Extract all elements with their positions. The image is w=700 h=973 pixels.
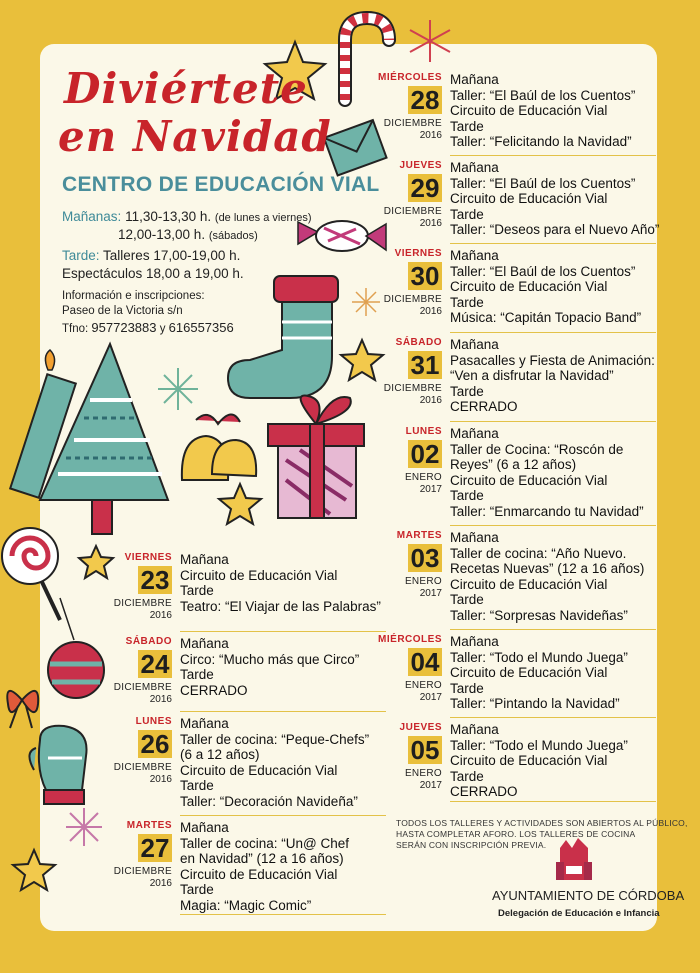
period-label: Mañana [180,820,229,835]
event-line: Taller: “Felicitando la Navidad” [450,134,632,149]
footnote-line: TODOS LOS TALLERES Y ACTIVIDADES SON ABIERTOS AL PÚBLICO, [396,818,688,828]
event-line: Circuito de Educación Vial [450,753,608,768]
day-weekday: VIERNES [394,248,442,259]
star-icon [13,850,55,890]
christmas-tree-icon [40,344,168,534]
phone-label: Tfno: [62,323,89,335]
title-line-1: Diviértete [64,64,308,113]
event-line: Taller: “Decoración Navideña” [180,793,358,809]
snowflake-icon [66,808,102,846]
period-label: Tarde [450,206,484,222]
period-label: Mañana [450,160,499,175]
org-department: Delegación de Educación e Infancia [498,908,660,919]
event-line: CERRADO [180,682,248,698]
day-month: DICIEMBRE [113,762,172,773]
phone-2[interactable]: 616557356 [168,320,234,335]
period-label: Tarde [450,680,484,696]
row-divider [450,629,656,630]
day-month: ENERO [404,680,442,691]
morning-label: Mañanas: [62,209,122,224]
period-label: Mañana [450,426,499,441]
day-month: ENERO [404,472,442,483]
event-line: en Navidad” (12 a 16 años) [180,851,344,866]
candy-cane-icon [345,18,389,100]
day-number: 23 [138,566,172,594]
day-year: 2016 [149,610,172,621]
period-label: Mañana [450,72,499,87]
stocking-icon [228,276,338,398]
period-label: Tarde [450,488,484,503]
afternoon-hours [62,248,240,263]
row-divider [180,815,386,816]
event-line: “Ven a disfrutar la Navidad” [450,368,614,383]
row-divider [450,155,656,156]
day-year: 2017 [419,588,442,599]
day-weekday: LUNES [405,426,442,437]
period-label: Tarde [450,118,484,134]
period-label: Mañana [450,337,499,352]
day-year: 2016 [149,694,172,705]
period-label: Tarde [450,592,484,607]
day-month: DICIEMBRE [383,294,442,305]
row-divider [450,525,656,526]
row-divider [450,332,656,333]
event-line: Taller: “Enmarcando tu Navidad” [450,503,644,519]
day-number: 04 [408,648,442,676]
contact-heading: Información e inscripciones: [62,290,205,302]
period-label: Tarde [180,778,214,793]
snowflake-icon [410,20,450,62]
period-label: Tarde [180,882,214,897]
period-label: Tarde [180,583,214,598]
day-month: ENERO [404,576,442,587]
event-line: Circuito de Educación Vial [450,576,608,592]
day-weekday: JUEVES [399,160,442,171]
venue-subtitle: CENTRO DE EDUCACIÓN VIAL [62,173,380,196]
event-line: Taller: “Sorpresas Navideñas” [450,607,628,623]
event-line: Circuito de Educación Vial [180,762,338,778]
event-line: Taller: “El Baúl de los Cuentos” [450,263,636,279]
afternoon-workshops: Talleres 17,00-19,00 h. [103,248,241,263]
event-line: CERRADO [450,784,518,799]
row-divider [450,717,656,718]
event-line: Circuito de Educación Vial [450,103,608,118]
morning-hours-2: 12,00-13,00 h. [118,227,206,242]
lollipop-icon [2,528,60,620]
event-line: Circuito de Educación Vial [180,567,338,583]
day-year: 2016 [419,218,442,229]
day-month: DICIEMBRE [383,383,442,394]
day-weekday: JUEVES [399,722,442,733]
row-divider [450,243,656,244]
mitten-icon [29,726,86,804]
day-month: DICIEMBRE [113,598,172,609]
row-divider [180,631,386,632]
afternoon-shows: Espectáculos 18,00 a 19,00 h. [62,266,244,281]
snowflake-icon [158,368,198,410]
day-month: DICIEMBRE [383,206,442,217]
event-line: Circuito de Educación Vial [450,665,608,680]
age-note: (6 a 12 años) [180,747,260,762]
day-month: DICIEMBRE [113,866,172,877]
row-divider [180,914,386,915]
morning-note-1: (de lunes a viernes) [214,212,312,224]
event-line: Taller: “Todo el Mundo Juega” [450,737,628,753]
footnote-line: HASTA COMPLETAR AFORO. LOS TALLERES DE COCINA [396,829,636,839]
event-line: Taller de cocina: “Peque-Chefs” [180,731,370,747]
day-year: 2016 [149,878,172,889]
day-weekday: SÁBADO [395,337,442,348]
period-label: Tarde [450,383,484,399]
gift-icon [268,396,364,518]
day-year: 2017 [419,692,442,703]
contact-address: Paseo de la Victoria s/n [62,305,183,317]
day-number: 27 [138,834,172,862]
day-number: 02 [408,440,442,468]
period-label: Tarde [450,768,484,784]
event-line: Magia: “Magic Comic” [180,897,312,913]
contact-phone [62,320,234,335]
event-line: Pasacalles y Fiesta de Animación: [450,352,655,368]
day-weekday: MIÉRCOLES [378,72,442,83]
day-year: 2016 [419,395,442,406]
day-year: 2017 [419,780,442,791]
event-line: Música: “Capitán Topacio Band” [450,310,642,325]
morning-note-2: (sábados) [208,230,258,242]
afternoon-label: Tarde: [62,248,100,263]
day-year: 2016 [419,306,442,317]
saturday-hours [118,227,258,242]
event-line: Circo: “Mucho más que Circo” [180,651,360,667]
day-month: ENERO [404,768,442,779]
event-line: Teatro: “El Viajar de las Palabras” [180,598,381,614]
day-weekday: SÁBADO [125,636,172,647]
event-line: Taller: “Deseos para el Nuevo Año” [450,222,660,237]
bells-icon [182,414,256,480]
day-number: 03 [408,544,442,572]
row-divider [180,711,386,712]
period-label: Tarde [450,294,484,310]
period-label: Tarde [180,667,214,682]
day-weekday: MARTES [396,530,442,541]
period-label: Mañana [180,552,229,567]
period-label: Mañana [450,248,499,263]
event-line: Circuito de Educación Vial [180,866,338,882]
day-month: DICIEMBRE [113,682,172,693]
phone-1[interactable]: 957723883 [91,320,157,335]
footnote [396,818,688,851]
day-number: 31 [408,351,442,379]
period-label: Mañana [450,634,499,649]
day-year: 2016 [149,774,172,785]
period-label: Mañana [180,716,229,731]
day-year: 2016 [419,130,442,141]
day-weekday: VIERNES [124,552,172,563]
day-month: DICIEMBRE [383,118,442,129]
row-divider [450,421,656,422]
morning-hours [62,209,312,224]
day-number: 28 [408,86,442,114]
event-line: Circuito de Educación Vial [450,279,608,294]
day-number: 29 [408,174,442,202]
day-number: 05 [408,736,442,764]
title-line-2: en Navidad [58,112,332,161]
footnote-line: SERÁN CON INSCRIPCIÓN PREVIA. [396,840,547,850]
day-weekday: LUNES [135,716,172,727]
event-line: Taller: “Pintando la Navidad” [450,696,620,711]
event-line: Taller: “Todo el Mundo Juega” [450,649,628,665]
bow-icon [7,691,38,728]
day-number: 24 [138,650,172,678]
event-line: Recetas Nuevas” (12 a 16 años) [450,561,645,576]
event-line: Taller de cocina: “Año Nuevo. [450,545,627,561]
day-weekday: MIÉRCOLES [378,634,442,645]
org-name: AYUNTAMIENTO DE CÓRDOBA [492,888,685,903]
day-year: 2017 [419,484,442,495]
event-line: Taller: “El Baúl de los Cuentos” [450,87,636,103]
event-line: Reyes” (6 a 12 años) [450,457,577,472]
period-label: Mañana [450,530,499,545]
day-weekday: MARTES [126,820,172,831]
period-label: Mañana [180,636,229,651]
row-divider [450,801,656,802]
event-line: Taller de Cocina: “Roscón de [450,441,624,457]
morning-hours-1: 11,30-13,30 h. [125,209,212,224]
event-line: CERRADO [450,399,518,414]
event-line: Circuito de Educación Vial [450,191,608,206]
day-number: 26 [138,730,172,758]
period-label: Mañana [450,722,499,737]
star-icon [219,484,261,524]
event-line: Circuito de Educación Vial [450,472,608,488]
event-line: Taller de cocina: “Un@ Chef [180,835,350,851]
event-line: Taller: “El Baúl de los Cuentos” [450,175,636,191]
phone-sep: y [159,323,166,335]
day-number: 30 [408,262,442,290]
